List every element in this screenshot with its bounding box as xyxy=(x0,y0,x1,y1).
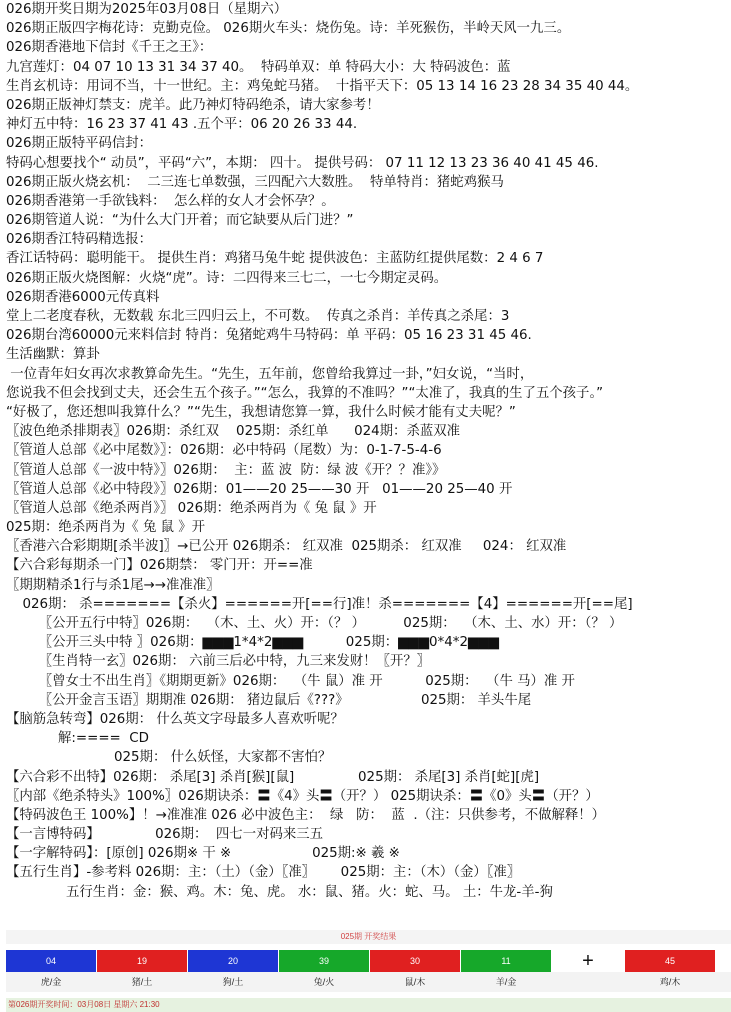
pipeline-saying-line: 026期管道人说：“为什么大门开着；而它缺要从后门进？” xyxy=(6,213,354,229)
humor-text-1: 一位青年妇女再次求教算命先生。“先生，五年前，您曾给我算过一卦，”妇女说，“当时， xyxy=(6,366,534,382)
lotus-lamp-line: 九宫莲灯：04 07 10 13 31 34 37 40。 特码单双：单 特码大小：大 特码波色：蓝 xyxy=(6,59,511,75)
internal-kill-line: 〖内部《绝杀特头》100%〗026期诀杀：〓《4》头〓（开？） 025期诀杀：〓《0》头〓（开？） xyxy=(6,788,599,804)
no-special-line: 【六合彩不出特】026期： 杀尾[3] 杀肖[猴][鼠] 025期： 杀尾[3] 杀肖[蛇][虎] xyxy=(6,769,540,785)
kill-row-line: 026期： 杀=======【杀火】======开[==行]准！杀=======【4】======开[==尾] xyxy=(14,596,633,612)
fire-mystery-line: 026期正版火烧玄机： 二三连七单数强，三四配六大数胜。 特单特肖：猪蛇鸡猴马 xyxy=(6,174,504,190)
zodiac-mystery-line: 〖生肖特一玄〗026期： 六前三后必中特，九三来发财！〖开？〗 xyxy=(26,654,431,670)
fire-diagram-line: 026期正版火烧图解：火烧“虎”。诗：二四得来三七二，一七今期定灵码。 xyxy=(6,270,448,286)
one-char-code-line: 【一字解特码】：[原创] 026期※ 干 ※ 025期:※ 羲 ※ xyxy=(6,846,400,862)
plus-spacer xyxy=(552,972,624,992)
ball-4: 39 xyxy=(279,950,369,972)
humor-text-2: 您说我不但会找到丈夫，还会生五个孩子。”“怎么，我算的不准吗？”“太准了，我真的生了五个孩子。” xyxy=(6,385,604,401)
special-ball-label: 鸡/木 xyxy=(659,977,681,987)
ball-3: 20 xyxy=(188,950,278,972)
special-code-line: 特码心想要找个“ 动员”，平码“六”，本期： 四十。 提供号码： 07 11 12 13 23 36 40 41 45 46. xyxy=(6,155,599,171)
ball-3-label: 狗/土 xyxy=(222,977,244,987)
plum-poem-line: 026期正版四字梅花诗：克勤克俭。 026期火车头：烧伤兔。诗：羊死猴伤，半岭天风一九三。 xyxy=(6,21,571,37)
special-segment-line: 〖管道人总部《必中特段》〗026期：01——20 25——30 开 01——20 25—40 开 xyxy=(6,481,513,497)
taiwan-letter-line: 026期台湾60000元来料信封 特肖：兔猪蛇鸡牛马特码：单 平码：05 16 23 31 45 46. xyxy=(6,328,532,344)
kill-two-025-line: 025期：绝杀两肖为《 兔 鼠 》开 xyxy=(6,520,206,536)
one-word-code-line: 【一言博特码】 026期： 四七一对码来三五 xyxy=(6,827,324,843)
lottery-result-panel xyxy=(6,930,731,1012)
ball-row xyxy=(6,950,731,972)
tail-number-line: 〖管道人总部《必中尾数》〗：026期：必中特码（尾数）为：0-1-7-5-4-6 xyxy=(6,443,442,459)
five-zodiac-detail: 五行生肖：金：猴、鸡。木：兔、虎。 水：鼠、猪。火：蛇、马。 土：牛龙-羊-狗 xyxy=(66,884,553,900)
xiangjiang-line: 香江话特码：聪明能干。 提供生肖：鸡猪马兔牛蛇 提供波色：主蓝防红提供尾数：2 4 6 7 xyxy=(6,251,544,267)
three-heads-line: 〖公开三头中特 〗026期：▆▆▆1*4*2▆▆▆ 025期：▆▆▆0*4*2▆▆▆ xyxy=(26,635,499,651)
special-ball: 45 xyxy=(625,950,715,972)
hk-letter-heading: 026期香港地下信封《千王之王》： xyxy=(6,40,213,56)
one-wave-line: 〖管道人总部《一波中特》〗026期： 主：蓝 波 防：绿 波《开？？准》》 xyxy=(6,462,446,478)
ball-1: 04 xyxy=(6,950,96,972)
riddle-answer: 解:==== CD xyxy=(58,731,149,747)
ball-2-label: 猪/土 xyxy=(131,977,153,987)
document-body xyxy=(6,0,728,902)
plus-icon: + xyxy=(552,950,624,972)
ball-4-label: 兔/火 xyxy=(313,977,335,987)
ms-zeng-line: 〖曾女士不出生肖〗《期期更新》026期： （牛 鼠）准 开 025期： （牛 马）准 开 xyxy=(26,673,575,689)
lamp-five-line: 神灯五中特：16 23 37 41 43 .五个平：06 20 26 33 44. xyxy=(6,117,358,133)
lamp-ban-line: 026期正版神灯禁支：虎羊。此乃神灯特码绝杀，请大家参考！ xyxy=(6,97,380,113)
wave-kill-line: 〖波色绝杀排期表〗026期：杀红双 025期：杀红单 024期：杀蓝双准 xyxy=(6,424,461,440)
five-elements-line: 〖公开五行中特〗026期： （木、土、火）开：（？ ） 025期： （木、土、水）开：（？ ） xyxy=(26,616,623,631)
five-zodiac-line: 【五行生肖】-参考料 026期：主：（土）（金）〖准〗 025期：主：（木）（金）〖准〗 xyxy=(6,865,521,881)
ball-5-label: 鼠/木 xyxy=(404,977,426,987)
ball-2: 19 xyxy=(97,950,187,972)
draw-date-line: 026期开奖日期为2025年03月08日（星期六） xyxy=(6,2,288,17)
humor-title: 生活幽默：算卦 xyxy=(6,347,100,363)
ball-6-label: 羊/金 xyxy=(495,977,517,987)
label-row xyxy=(6,972,731,992)
wave-king-line: 【特码波色王 100%】！→准准准 026 必中波色主： 绿 防： 蓝 .（注：只供参考，不做解释！） xyxy=(6,807,606,823)
kill-door-line: 【六合彩每期杀一门】026期禁： 零门开：开==准 xyxy=(6,558,313,574)
flat-code-heading: 026期正版特平码信封： xyxy=(6,136,153,152)
ball-6: 11 xyxy=(461,950,551,972)
ball-1-label: 虎/金 xyxy=(40,977,62,987)
fax-line: 堂上二老度春秋，无数载 东北三四归云上，不可数。 传真之杀肖：羊传真之杀尾：3 xyxy=(6,309,510,324)
fax-heading: 026期香港6000元传真料 xyxy=(6,289,160,305)
riddle-line: 【脑筋急转弯】026期： 什么英文字母最多人喜欢听呢？ xyxy=(6,711,344,727)
golden-words-line: 〖公开金言玉语〗期期准 026期： 猪边鼠后《???》 025期： 羊头牛尾 xyxy=(26,692,532,708)
zodiac-poem-line: 生肖玄机诗：用词不当，十一世纪。主：鸡兔蛇马猪。 十指平天下：05 13 14 16 23 28 34 35 40 44。 xyxy=(6,78,639,94)
xiangjiang-heading: 026期香江特码精选报： xyxy=(6,232,153,248)
kill-two-line: 〖管道人总部《绝杀两肖》〗 026期：绝杀两肖为《 兔 鼠 》开 xyxy=(6,500,377,516)
half-wave-line: 〖香港六合彩期期[杀半波]〗→已公开 026期杀： 红双准 025期杀： 红双准 024： 红双准 xyxy=(6,539,567,555)
ball-5: 30 xyxy=(370,950,460,972)
draw-time-footer: 第026期开奖时间：03月08日 星期六 21:30 xyxy=(6,998,731,1012)
humor-text-3: “好极了，您还想叫我算什么？”“先生，我想请您算一算，我什么时候才能有丈夫呢？” xyxy=(6,404,516,420)
lottery-title: 025期 开奖结果 xyxy=(6,930,731,944)
kill-row-heading: 〖期期精杀1行与杀1尾→→准准准〗 xyxy=(6,577,220,593)
riddle-025-line: 025期： 什么妖怪，大家都不害怕？ xyxy=(114,750,332,766)
hk-first-hand-line: 026期香港第一手欲钱料： 怎么样的女人才会怀孕？。 xyxy=(6,193,335,209)
